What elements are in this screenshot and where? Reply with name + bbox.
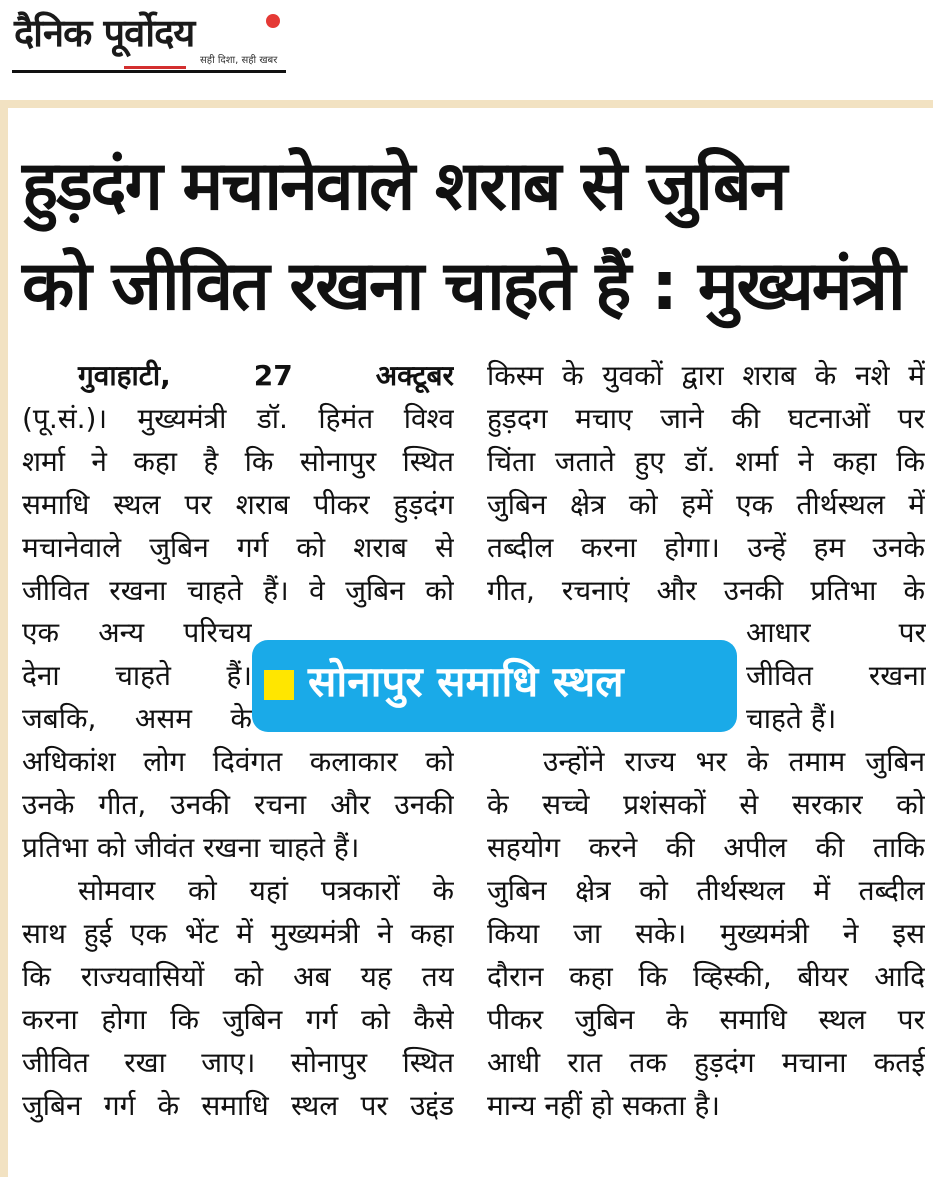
text-line: चिंता जताते हुए डॉ. शर्मा ने कहा कि — [487, 445, 925, 478]
text-line: शर्मा ने कहा है कि सोनापुर स्थित — [22, 445, 454, 478]
logo-tagline: सही दिशा, सही खबर — [200, 55, 278, 66]
text-line: सहयोग करने की अपील की ताकि — [487, 831, 925, 864]
text-line: गुवाहाटी, 27 अक्टूबर — [78, 359, 454, 392]
column-1-bottom — [22, 740, 454, 1127]
headline-line-2: को जीवित रखना चाहते हैं : मुख्यमंत्री — [22, 247, 904, 326]
text-line: आधार पर — [746, 616, 926, 649]
text-line: समाधि स्थल पर शराब पीकर हुड़दंग — [22, 488, 454, 521]
text-line: जबकि, असम के — [22, 702, 252, 735]
logo-red-accent — [124, 66, 186, 69]
text-line: तब्दील करना होगा। उन्हें हम उनके — [487, 531, 925, 564]
text-line: के सच्चे प्रशंसकों से सरकार को — [487, 788, 925, 821]
text-line: किया जा सके। मुख्यमंत्री ने इस — [487, 917, 925, 950]
text-line: जीवित रखना चाहते हैं। वे जुबिन को — [22, 574, 454, 607]
text-line: जुबिन क्षेत्र को हमें एक तीर्थस्थल में — [487, 488, 925, 521]
column-2-mid — [746, 611, 926, 740]
text-line: मचानेवाले जुबिन गर्ग को शराब से — [22, 531, 454, 564]
text-line: किस्म के युवकों द्वारा शराब के नशे में — [487, 359, 925, 392]
text-line: एक अन्य परिचय — [22, 616, 252, 649]
text-line: दौरान कहा कि व्हिस्की, बीयर आदि — [487, 960, 925, 993]
text-line: गीत, रचनाएं और उनकी प्रतिभा के — [487, 574, 925, 607]
text-line: पीकर जुबिन के समाधि स्थल पर — [487, 1003, 925, 1036]
column-2-top — [487, 354, 925, 612]
text-line: उन्होंने राज्य भर के तमाम जुबिन — [543, 745, 925, 778]
text-line: साथ हुई एक भेंट में मुख्यमंत्री ने कहा — [22, 917, 454, 950]
masthead — [0, 0, 933, 100]
text-line: (पू.सं.)। मुख्यमंत्री डॉ. हिमंत विश्व — [22, 402, 454, 435]
column-1-top — [22, 354, 454, 612]
text-line: जुबिन क्षेत्र को तीर्थस्थल में तब्दील — [487, 874, 925, 907]
newspaper-logo: दैनिक पूर्वोदय — [14, 11, 195, 55]
text-line: चाहते हैं। — [746, 702, 837, 735]
logo-dot-icon — [266, 14, 280, 28]
column-2-bottom — [487, 740, 925, 1127]
text-line: करना होगा कि जुबिन गर्ग को कैसे — [22, 1003, 454, 1036]
text-line: हुड़दग मचाए जाने की घटनाओं पर — [487, 402, 925, 435]
text-line: जीवित रखना — [746, 659, 926, 692]
text-line: मान्य नहीं हो सकता है। — [487, 1089, 721, 1122]
callout-square-icon — [264, 670, 294, 700]
logo-underline — [12, 70, 286, 73]
column-1-mid — [22, 611, 252, 740]
text-line: आधी रात तक हुड़दंग मचाना कतई — [487, 1046, 925, 1079]
text-line: कि राज्यवासियों को अब यह तय — [22, 960, 454, 993]
text-line: उनके गीत, उनकी रचना और उनकी — [22, 788, 454, 821]
text-line: देना चाहते हैं। — [22, 659, 252, 692]
callout-text: सोनापुर समाधि स्थल — [308, 657, 624, 706]
headline-line-1: हुड़दंग मचानेवाले शराब से जुबिन — [22, 147, 786, 226]
text-line: प्रतिभा को जीवंत रखना चाहते हैं। — [22, 831, 360, 864]
text-line: अधिकांश लोग दिवंगत कलाकार को — [22, 745, 454, 778]
text-line: सोमवार को यहां पत्रकारों के — [78, 874, 454, 907]
text-line: जीवित रखा जाए। सोनापुर स्थित — [22, 1046, 454, 1079]
text-line: जुबिन गर्ग के समाधि स्थल पर उद्दंड — [22, 1089, 454, 1122]
